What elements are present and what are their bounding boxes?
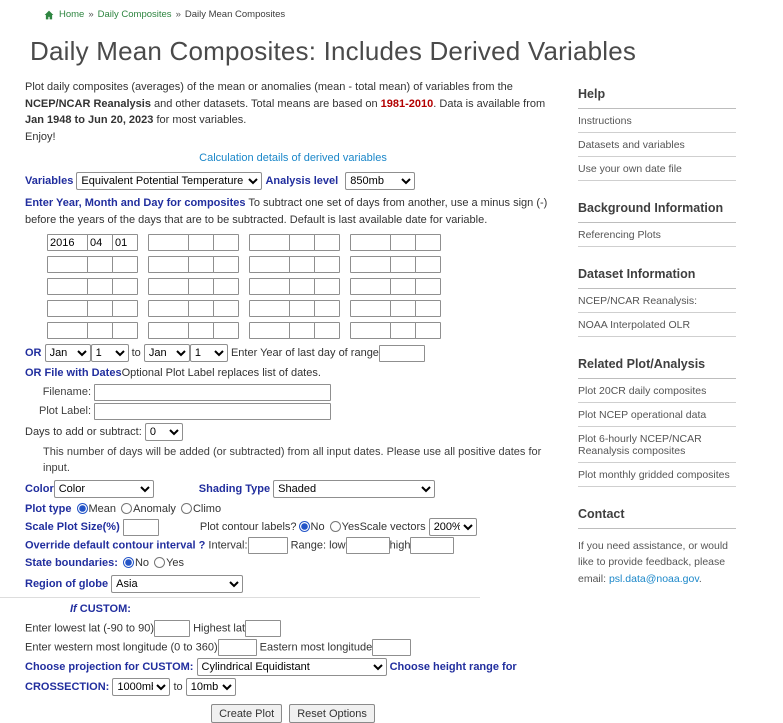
shading-type-select[interactable] [273, 480, 435, 498]
date-year-input-r2c3[interactable] [249, 256, 290, 273]
intro-date-range: Jan 1948 to Jun 20, 2023 [25, 114, 154, 126]
scale-plot-size-input[interactable] [123, 519, 159, 536]
plot-type-mean-label: Mean [88, 502, 117, 515]
date-day-input-r5c2[interactable] [213, 322, 239, 339]
date-entry-group [249, 234, 340, 251]
date-entry-group [350, 278, 441, 295]
date-month-input-r5c3[interactable] [289, 322, 315, 339]
main-content [25, 79, 561, 723]
analysis-level-label: Analysis level [265, 175, 339, 187]
date-day-input-r4c4[interactable] [415, 300, 441, 317]
date-day-input-r2c2[interactable] [213, 256, 239, 273]
date-month-input-r1c1[interactable] [87, 234, 113, 251]
date-day-input-r1c4[interactable] [415, 234, 441, 251]
end-month-select[interactable] [144, 344, 190, 362]
date-instructions-rest: To subtract one set of days from another, use a minus sign (-) before the years of the days that are to be subtracted. Default is last available date for variable. [25, 197, 548, 226]
to-label: to [131, 347, 141, 359]
date-month-input-r3c1[interactable] [87, 278, 113, 295]
date-entry-group [148, 278, 239, 295]
if-custom-word: CUSTOM: [79, 602, 131, 615]
lowest-lat-label: Enter lowest lat (-90 to 90) [25, 622, 155, 635]
date-entry-group [249, 256, 340, 273]
date-year-input-r5c1[interactable] [47, 322, 88, 339]
date-day-input-r5c3[interactable] [314, 322, 340, 339]
sidebar-link[interactable]: Datasets and variables [578, 133, 736, 157]
date-entry-group [350, 234, 441, 251]
date-grid-row [47, 278, 561, 295]
variables-label: Variables [25, 175, 74, 187]
date-month-input-r4c1[interactable] [87, 300, 113, 317]
range-high-input[interactable] [410, 537, 454, 554]
highest-lat-input[interactable] [245, 620, 281, 637]
breadcrumb-separator: » [175, 9, 181, 20]
plot-type-anomaly-radio[interactable] [121, 503, 132, 514]
state-yes-radio[interactable] [154, 557, 165, 568]
contact-email-link[interactable]: psl.data@noaa.gov [608, 572, 699, 585]
intro-climatology-range: 1981-2010 [380, 97, 434, 110]
date-grid-row [47, 234, 561, 251]
date-year-input-r1c4[interactable] [350, 234, 391, 251]
footer-divider [0, 597, 480, 598]
state-boundaries-label: State boundaries: [25, 557, 118, 569]
create-plot-button[interactable]: Create Plot [211, 704, 282, 723]
override-contour-label: Override default contour interval ? [25, 539, 206, 552]
file-with-dates-label: OR File with Dates [25, 367, 122, 379]
contact-period: . [698, 572, 702, 585]
interval-label: Interval: [208, 539, 248, 552]
breadcrumb-separator: » [88, 9, 94, 20]
contour-labels-no-radio[interactable] [299, 521, 310, 532]
date-entry-group [47, 322, 138, 339]
date-day-input-r1c2[interactable] [213, 234, 239, 251]
date-range-row [25, 344, 561, 362]
date-entry-group [47, 278, 138, 295]
date-year-input-r2c1[interactable] [47, 256, 88, 273]
scale-vectors-select[interactable] [429, 518, 477, 536]
date-month-input-r1c2[interactable] [188, 234, 214, 251]
date-entry-group [350, 322, 441, 339]
east-lon-input[interactable] [372, 639, 411, 656]
color-select[interactable] [54, 480, 154, 498]
intro-text: for most variables. [153, 114, 247, 126]
date-month-input-r5c4[interactable] [390, 322, 416, 339]
projection-label: Choose projection for CUSTOM: [25, 661, 194, 673]
date-year-input-r5c3[interactable] [249, 322, 290, 339]
date-entry-group [350, 256, 441, 273]
plot-type-anomaly-label: Anomaly [133, 502, 176, 515]
plot-type-climo-label: Climo [192, 502, 222, 515]
date-day-input-r5c4[interactable] [415, 322, 441, 339]
enjoy-text: Enjoy! [25, 130, 56, 143]
projection-select[interactable] [197, 658, 387, 676]
date-year-input-r1c2[interactable] [148, 234, 189, 251]
date-day-input-r1c1[interactable] [112, 234, 138, 251]
date-day-input-r2c3[interactable] [314, 256, 340, 273]
date-entry-group [47, 256, 138, 273]
region-select[interactable] [111, 575, 243, 593]
end-day-select[interactable] [190, 344, 228, 362]
date-entry-group [148, 234, 239, 251]
range-low-label: Range: low [290, 539, 346, 552]
date-month-input-r2c3[interactable] [289, 256, 315, 273]
file-with-dates-note: Optional Plot Label replaces list of dates. [121, 367, 321, 379]
lowest-lat-input[interactable] [154, 620, 190, 637]
start-month-select[interactable] [45, 344, 91, 362]
if-custom-row [70, 601, 561, 618]
date-entry-group [249, 300, 340, 317]
date-month-input-r2c4[interactable] [390, 256, 416, 273]
date-month-input-r2c1[interactable] [87, 256, 113, 273]
date-entry-group [249, 278, 340, 295]
date-year-input-r3c3[interactable] [249, 278, 290, 295]
breadcrumb-current: Daily Mean Composites [184, 9, 286, 20]
date-entry-group [350, 300, 441, 317]
state-boundaries-row [25, 555, 561, 572]
date-month-input-r2c2[interactable] [188, 256, 214, 273]
level-from-select[interactable] [112, 678, 170, 696]
sidebar-link[interactable]: Instructions [578, 109, 736, 133]
plot-type-mean-radio[interactable] [77, 503, 88, 514]
date-entry-group [148, 256, 239, 273]
variables-select[interactable] [76, 172, 262, 190]
scale-plot-size-label: Scale Plot Size(%) [25, 521, 120, 533]
date-instructions [25, 195, 561, 228]
contact-text [578, 538, 736, 587]
date-month-input-r3c3[interactable] [289, 278, 315, 295]
date-month-input-r5c2[interactable] [188, 322, 214, 339]
sidebar-heading: Related Plot/Analysis [578, 353, 736, 379]
sidebar [578, 79, 736, 587]
east-lon-label: Eastern most longitude [259, 641, 373, 654]
lat-row [25, 620, 561, 637]
start-day-select[interactable] [91, 344, 129, 362]
file-with-dates-row [25, 365, 561, 382]
lon-row [25, 639, 561, 656]
sidebar-link[interactable]: Plot NCEP operational data [578, 403, 736, 427]
date-year-input-r5c4[interactable] [350, 322, 391, 339]
date-day-input-r3c1[interactable] [112, 278, 138, 295]
days-note: This number of days will be added (or subtracted) from all input dates. Please use all positive dates for input. [43, 445, 542, 474]
state-no-label: No [134, 557, 150, 569]
west-lon-label: Enter western most longitude (0 to 360) [25, 641, 218, 654]
sidebar-link[interactable]: Referencing Plots [578, 223, 736, 247]
breadcrumb-home-link[interactable]: Home [59, 9, 85, 20]
date-month-input-r1c3[interactable] [289, 234, 315, 251]
date-grid-row [47, 256, 561, 273]
sidebar-link[interactable]: NCEP/NCAR Reanalysis: [578, 289, 736, 313]
date-day-input-r4c2[interactable] [213, 300, 239, 317]
date-day-input-r1c3[interactable] [314, 234, 340, 251]
range-low-input[interactable] [346, 537, 390, 554]
date-year-input-r2c2[interactable] [148, 256, 189, 273]
height-range-label: Choose height range for [389, 661, 517, 673]
date-year-input-r4c4[interactable] [350, 300, 391, 317]
contour-labels-yes-radio[interactable] [330, 521, 341, 532]
date-day-input-r3c2[interactable] [213, 278, 239, 295]
date-year-input-r1c1[interactable] [47, 234, 88, 251]
variables-row [25, 172, 561, 190]
page-title: Daily Mean Composites: Includes Derived Variables [30, 36, 637, 66]
date-year-input-r4c3[interactable] [249, 300, 290, 317]
year-range-input[interactable] [379, 345, 425, 362]
highest-lat-label: Highest lat [193, 622, 246, 635]
date-month-input-r3c2[interactable] [188, 278, 214, 295]
level-to-select[interactable] [186, 678, 236, 696]
days-add-row [25, 423, 561, 441]
level-to-word: to [173, 681, 183, 693]
date-year-input-r2c4[interactable] [350, 256, 391, 273]
date-day-input-r2c1[interactable] [112, 256, 138, 273]
scale-plot-row [25, 518, 561, 536]
sidebar-link[interactable]: Use your own date file [578, 157, 736, 181]
region-row [25, 575, 561, 593]
calculation-details-link[interactable]: Calculation details of derived variables [199, 152, 387, 164]
date-entry-group [148, 322, 239, 339]
date-grid-row [47, 300, 561, 317]
days-add-label: Days to add or subtract: [25, 425, 142, 438]
plot-label-input[interactable] [94, 403, 331, 420]
date-day-input-r5c1[interactable] [112, 322, 138, 339]
color-shading-row [25, 480, 561, 498]
plot-type-label: Plot type [25, 502, 72, 515]
breadcrumb-daily-composites-link[interactable]: Daily Composites [97, 9, 172, 20]
sidebar-heading: Dataset Information [578, 263, 736, 289]
region-of-globe-label: Region of globe [25, 577, 109, 590]
form-buttons [25, 704, 561, 723]
contour-labels-label: Plot contour labels? [199, 521, 297, 533]
date-year-input-r5c2[interactable] [148, 322, 189, 339]
interval-input[interactable] [248, 537, 288, 554]
override-row [25, 537, 561, 554]
sidebar-link[interactable]: NOAA Interpolated OLR [578, 313, 736, 337]
contact-message: If you need assistance, or would like to provide feedback, please email: [578, 540, 729, 585]
contour-labels-yes-label: Yes [341, 521, 360, 533]
sidebar-link[interactable]: Plot 6-hourly NCEP/NCAR Reanalysis composites [578, 427, 736, 463]
date-day-input-r3c3[interactable] [314, 278, 340, 295]
date-entry-group [249, 322, 340, 339]
date-day-input-r2c4[interactable] [415, 256, 441, 273]
filename-label: Filename: [42, 386, 91, 398]
days-add-select[interactable] [145, 423, 183, 441]
date-entry-group [47, 234, 138, 251]
date-grid [47, 234, 561, 339]
sidebar-heading: Background Information [578, 197, 736, 223]
date-month-input-r4c3[interactable] [289, 300, 315, 317]
home-icon[interactable] [44, 10, 54, 20]
date-month-input-r3c4[interactable] [390, 278, 416, 295]
date-year-input-r1c3[interactable] [249, 234, 290, 251]
sidebar-sections [578, 83, 736, 529]
year-range-label: Enter Year of last day of range [230, 347, 379, 359]
date-month-input-r4c2[interactable] [188, 300, 214, 317]
sidebar-link[interactable]: Plot monthly gridded composites [578, 463, 736, 487]
date-month-input-r4c4[interactable] [390, 300, 416, 317]
color-label: Color [25, 482, 54, 495]
crossection-label: CROSSECTION: [25, 681, 110, 693]
west-lon-input[interactable] [218, 639, 257, 656]
crossection-row [25, 678, 561, 696]
date-year-input-r3c1[interactable] [47, 278, 88, 295]
date-day-input-r3c4[interactable] [415, 278, 441, 295]
plot-type-climo-radio[interactable] [181, 503, 192, 514]
intro-paragraph [25, 79, 561, 129]
filename-row [25, 384, 561, 401]
intro-text: . Data is available from [433, 97, 546, 110]
date-day-input-r4c3[interactable] [314, 300, 340, 317]
date-month-input-r1c4[interactable] [390, 234, 416, 251]
date-year-input-r3c2[interactable] [148, 278, 189, 295]
date-year-input-r4c1[interactable] [47, 300, 88, 317]
date-entry-group [148, 300, 239, 317]
analysis-level-select[interactable] [345, 172, 415, 190]
date-entry-group [47, 300, 138, 317]
date-year-input-r3c4[interactable] [350, 278, 391, 295]
date-month-input-r5c1[interactable] [87, 322, 113, 339]
breadcrumb [0, 0, 783, 20]
plot-label-row [25, 403, 561, 420]
reset-options-button[interactable]: Reset Options [289, 704, 375, 723]
projection-row [25, 658, 561, 676]
date-grid-row [47, 322, 561, 339]
intro-text: and other datasets. Total means are based on [150, 97, 381, 110]
shading-type-label: Shading Type [198, 482, 271, 495]
sidebar-link[interactable]: Plot 20CR daily composites [578, 379, 736, 403]
sidebar-heading: Contact [578, 503, 736, 529]
intro-text: Plot daily composites (averages) of the mean or anomalies (mean - total mean) of variables from the [25, 81, 513, 93]
state-no-radio[interactable] [123, 557, 134, 568]
contour-labels-no-label: No [310, 521, 325, 533]
state-yes-label: Yes [166, 557, 185, 569]
scale-vectors-label: Scale vectors [359, 521, 426, 533]
range-high-label: high [389, 539, 411, 552]
sidebar-heading: Help [578, 83, 736, 109]
plot-type-row [25, 501, 561, 518]
intro-bold-dataset: NCEP/NCAR Reanalysis [25, 97, 151, 110]
date-year-input-r4c2[interactable] [148, 300, 189, 317]
date-day-input-r4c1[interactable] [112, 300, 138, 317]
or-label: OR [25, 347, 42, 359]
plot-label-label: Plot Label: [39, 405, 91, 417]
filename-input[interactable] [94, 384, 331, 401]
if-custom-if: If [70, 602, 77, 615]
date-instructions-bold: Enter Year, Month and Day for composites [25, 197, 246, 209]
